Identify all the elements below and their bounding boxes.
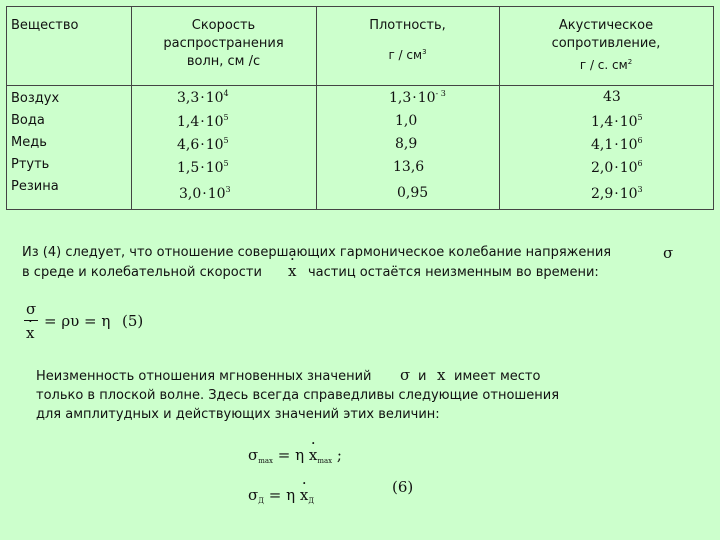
header-impedance-line2: сопротивление, <box>551 36 661 51</box>
paragraph-2-line-2: только в плоской волне. Здесь всегда справедливы следующие отношения <box>36 388 560 403</box>
formula-5-denominator: · x <box>26 324 34 342</box>
paragraph-2-line-1b: и <box>418 369 427 384</box>
paragraph-1-line-2a: в среде и колебательной скорости <box>22 265 262 280</box>
sigma-symbol: σ <box>663 244 674 262</box>
formula-6-max: $\sigma_{max} = \eta \cdot x_{max}$ ; <box>248 446 342 465</box>
impedance-value: 43 <box>603 89 621 105</box>
impedance-value: $4,1\cdot 10^6$ <box>591 136 643 153</box>
substance-name: Воздух <box>11 91 60 106</box>
header-substance: Вещество <box>11 18 79 33</box>
speed-value: $1,5\cdot 10^5$ <box>177 159 229 176</box>
acoustic-properties-table <box>6 6 714 210</box>
formula-5-label: (5) <box>122 312 144 330</box>
sigma-symbol: σ <box>400 366 411 384</box>
speed-value: $3,3\cdot 10^4$ <box>177 89 229 106</box>
formula-6-label: (6) <box>392 478 414 496</box>
paragraph-1-line-1: Из (4) следует, что отношение совершающих гармоническое колебание напряжения <box>22 245 612 260</box>
formula-6-effective: $\sigma_Д = \eta \cdot x_Д$ <box>248 486 314 505</box>
impedance-value: $2,9\cdot 10^3$ <box>591 185 643 202</box>
x-symbol: x <box>437 366 446 384</box>
speed-value: $3,0\cdot 10^3$ <box>179 185 231 202</box>
paragraph-2-line-1c: имеет место <box>454 369 541 384</box>
header-impedance-unit: г / с. $см^2$ <box>579 58 633 72</box>
substance-name: Вода <box>11 113 45 128</box>
header-speed-line1: Скорость <box>191 18 256 33</box>
formula-5-numerator: σ <box>26 300 37 318</box>
formula-5-rhs: = ρυ = η <box>44 312 111 330</box>
density-value: $1,3\cdot 10^{- 3}$ <box>389 89 446 106</box>
x-dot-symbol: · x <box>288 262 296 280</box>
header-speed-unit: см /с <box>227 54 261 69</box>
density-value: 13,6 <box>393 159 425 175</box>
substance-name: Ртуть <box>11 157 50 172</box>
header-density <box>316 17 499 64</box>
speed-value: $1,4\cdot 10^5$ <box>177 113 229 130</box>
speed-value: $4,6\cdot 10^5$ <box>177 136 229 153</box>
header-density-unit: г / $см^3$ <box>388 48 427 62</box>
density-value: 8,9 <box>395 136 418 152</box>
substance-name: Резина <box>11 179 59 194</box>
paragraph-1-line-2b: частиц остаётся неизменным во времени: <box>308 265 599 280</box>
impedance-value: $2,0\cdot 10^6$ <box>591 159 643 176</box>
impedance-value: $1,4\cdot 10^5$ <box>591 113 643 130</box>
density-value: 1,0 <box>395 113 418 129</box>
paragraph-2-line-3: для амплитудных и действующих значений этих величин: <box>36 407 440 422</box>
header-impedance <box>499 17 713 74</box>
header-density-label: Плотность, <box>369 18 446 33</box>
header-speed <box>131 17 316 71</box>
header-divider <box>7 85 713 86</box>
header-speed-line3: волн, см /с <box>186 54 261 69</box>
header-speed-line2: распространения <box>163 36 284 51</box>
density-value: 0,95 <box>397 185 429 201</box>
header-impedance-line1: Акустическое <box>558 18 654 33</box>
substance-name: Медь <box>11 135 47 150</box>
paragraph-2-line-1a: Неизменность отношения мгновенных значений <box>36 369 372 384</box>
